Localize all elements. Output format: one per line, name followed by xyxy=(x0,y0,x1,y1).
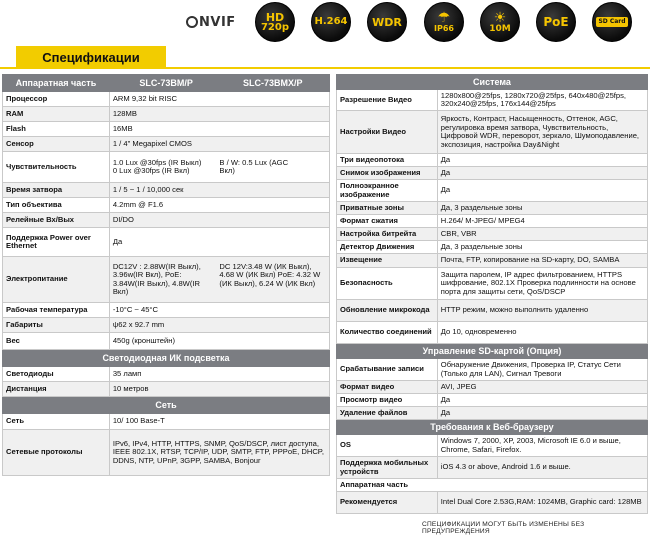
sd-header: Управление SD-картой (Опция) xyxy=(337,344,648,359)
table-row: Габариты ψ62 x 92.7 mm xyxy=(3,318,330,333)
hardware-header: Аппаратная часть xyxy=(3,75,110,92)
table-row: Сенсор 1 / 4" Megapixel CMOS xyxy=(3,137,330,152)
network-header-row xyxy=(3,397,330,414)
table-row: Формат видео AVI, JPEG xyxy=(337,381,648,394)
table-row: Электропитание DC12V : 2.88W(IR Выкл), 3.96w(IR Вкл), PoE: 3.84W(IR Выкл), 4.8W(IR Вкл) DC 12V:3.48 W (ИК Выкл), 4.68 W (ИК Вкл) PoE: 4.32 W (ИК Выкл), 6.24 W (ИК Вкл) xyxy=(3,257,330,303)
table-row: Формат сжатия H.264/ M-JPEG/ MPEG4 xyxy=(337,215,648,228)
feature-badges xyxy=(0,0,650,42)
table-row xyxy=(337,479,648,492)
table-row: Полноэкранное изображение Да xyxy=(337,180,648,202)
table-row: Поддержка Power over Ethernet Да xyxy=(3,228,330,257)
onvif-logo: NVIF xyxy=(186,15,236,30)
table-row: Удаление файлов Да xyxy=(337,407,648,420)
table-row: Извещение Почта, FTP, копирование на SD-карту, DO, SAMBA xyxy=(337,254,648,268)
browser-header-row xyxy=(337,420,648,435)
table-row: Снимок изображения Да xyxy=(337,167,648,180)
table-row: Количество соединений До 10, одновременно xyxy=(337,322,648,344)
title-divider xyxy=(0,67,650,69)
table-row: Релейные Вх/Вых DI/DO xyxy=(3,213,330,228)
table-row: Сеть 10/ 100 Base-T xyxy=(3,414,330,430)
hardware-header-row xyxy=(3,75,330,92)
page-title: Спецификации xyxy=(16,46,166,68)
table-row: Настройки Видео Яркость, Контраст, Насыщенность, Оттенок, AGC, регулировка время затвора, Чувствительность, Цифровой WDR, переворот, зеркало, Шумоподавление, экспозиция, настройка Day&Night xyxy=(337,111,648,154)
table-row: Три видеопотока Да xyxy=(337,154,648,167)
table-row: OS Windows 7, 2000, XP, 2003, Microsoft IE 6.0 и выше, Chrome, Safari, Firefox. xyxy=(337,435,648,457)
system-header: Система xyxy=(337,75,648,90)
system-header-row xyxy=(337,75,648,90)
table-row: Просмотр видео Да xyxy=(337,394,648,407)
umbrella-icon: ☂ xyxy=(437,10,451,26)
network-header: Сеть xyxy=(3,397,330,414)
system-spec-table xyxy=(336,74,648,514)
table-row: Приватные зоны Да, 3 раздельные зоны xyxy=(337,202,648,215)
ip66-badge: ☂ IP66 xyxy=(424,2,464,42)
browser-header: Требования к Веб-браузеру xyxy=(337,420,648,435)
model-headers xyxy=(109,75,329,92)
sd-card-badge: SD Card xyxy=(592,2,632,42)
table-row: Flash 16MB xyxy=(3,122,330,137)
table-row: Вес 450g (кронштейн) xyxy=(3,333,330,350)
sd-header-row xyxy=(337,344,648,359)
ir-10m-badge: ☀ 10M xyxy=(480,2,520,42)
table-row: Поддержка мобильных устройств iOS 4.3 or above, Android 1.6 и выше. xyxy=(337,457,648,479)
hardware-subheader: Аппаратная часть xyxy=(337,479,648,492)
poe-badge: PoE xyxy=(536,2,576,42)
table-row: Обновление микрокода HTTP режим, можно выполнить удаленно xyxy=(337,300,648,322)
hardware-spec-table xyxy=(2,74,330,476)
table-row: Светодиоды 35 ламп xyxy=(3,367,330,382)
hd-720p-badge: HD 720p xyxy=(255,2,295,42)
table-row: Чувствительность 1.0 Lux @30fps (IR Выкл) 0 Lux @30fps (IR Вкл) B / W: 0.5 Lux (AGC Вкл) xyxy=(3,152,330,183)
table-row: Безопасность Защита паролем, IP адрес фильтрованием, HTTPS шифрование, 802.1X Проверка подлинности на основе порта для защиты сети, QoS/DSCP xyxy=(337,268,648,300)
ir-header: Светодиодная ИК подсветка xyxy=(3,350,330,367)
table-row: Разрешение Видео 1280x800@25fps, 1280x720@25fps, 640x480@25fps, 320x240@25fps, 176x144@25fps xyxy=(337,90,648,111)
model-a-header: SLC-73BM/P xyxy=(139,77,193,88)
model-b-header: SLC-73BMX/P xyxy=(242,77,303,88)
ir-header-row xyxy=(3,350,330,367)
table-row: RAM 128MB xyxy=(3,107,330,122)
wdr-badge: WDR xyxy=(367,2,407,42)
footnote: СПЕЦИФИКАЦИИ МОГУТ БЫТЬ ИЗМЕНЕНЫ БЕЗ ПРЕДУПРЕЖДЕНИЯ xyxy=(422,521,585,535)
table-row: Дистанция 10 метров xyxy=(3,382,330,397)
table-row: Рабочая температура -10°C ~ 45°C xyxy=(3,303,330,318)
table-row: Детектор Движения Да, 3 раздельные зоны xyxy=(337,241,648,254)
table-row: Срабатывание записи Обнаружение Движения, Проверка IP, Статус Сети (Только для LAN), Сигнал Тревоги xyxy=(337,359,648,381)
table-row: Тип объектива 4.2mm @ F1.6 xyxy=(3,198,330,213)
sun-icon: ☀ xyxy=(493,9,507,26)
table-row: Процессор ARM 9,32 bit RISC xyxy=(3,92,330,107)
table-row: Сетевые протоколы IPv6, IPv4, HTTP, HTTPS, SNMP, QoS/DSCP, лист доступа, IEEE 802.1X, RTSP, TCP/IP, UDP, SMTP, FTP, PPPoE, DHCP, DDNS, NTP, UPnP, 3GPP, SAMBA, Bonjour xyxy=(3,430,330,476)
table-row: Время затвора 1 / 5 ~ 1 / 10,000 сек xyxy=(3,183,330,198)
table-row: Настройка битрейта CBR, VBR xyxy=(337,228,648,241)
h264-badge: H.264 xyxy=(311,2,351,42)
table-row: Рекомендуется Intel Dual Core 2.53G,RAM: 1024MB, Graphic card: 128MB xyxy=(337,492,648,514)
